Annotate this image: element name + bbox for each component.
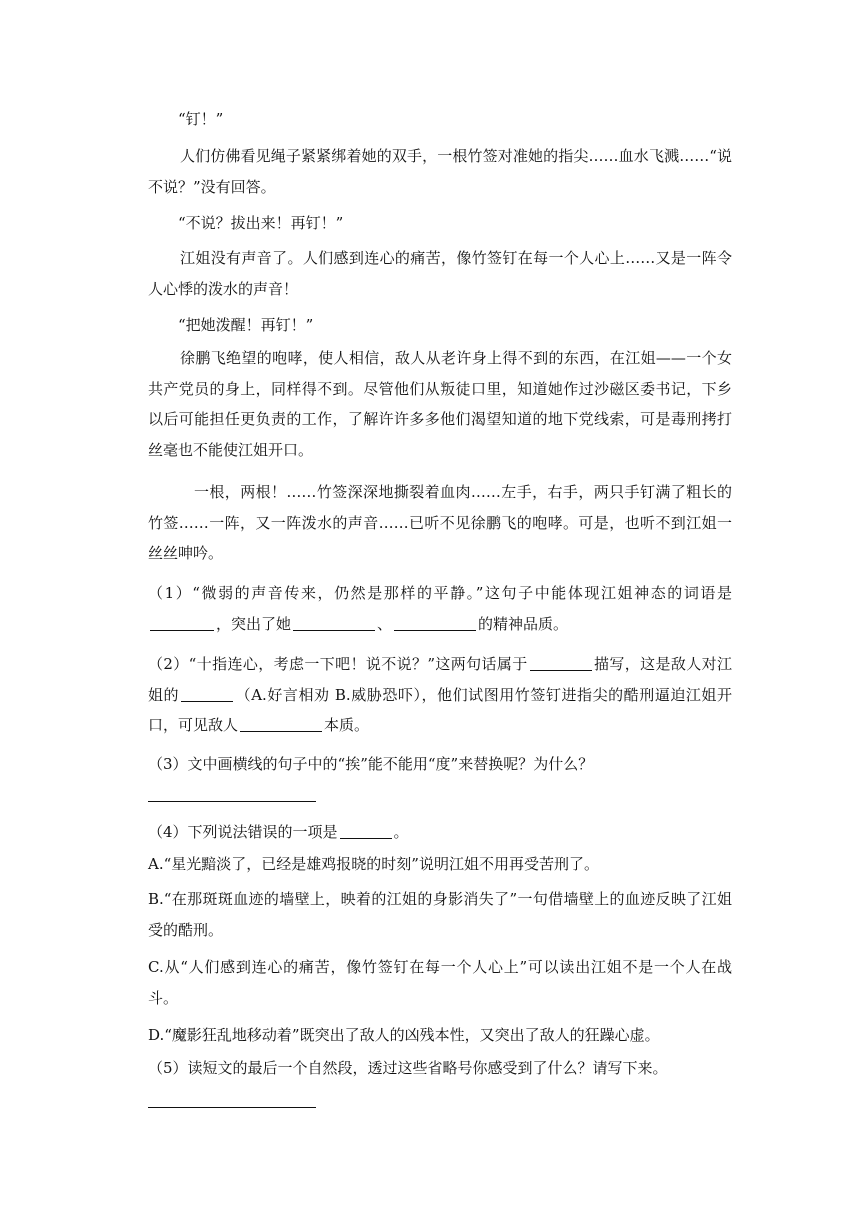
passage-paragraph-4: 江姐没有声音了。人们感到连心的痛苦，像竹签钉在每一个人心上……又是一阵令人心悸的泼水的声音！ — [148, 249, 732, 298]
passage-paragraph-5: “把她泼醒！再钉！” — [178, 316, 314, 334]
question-2-text-c: （A.好言相劝 B.威胁恐吓），他们试图用竹签钉进指尖的酷刑逼迫江姐开口，可见敌人 — [148, 685, 732, 734]
answer-blank[interactable] — [150, 614, 214, 631]
question-1-text-d: 的精神品质。 — [478, 614, 569, 633]
passage-paragraph-1: “钉！” — [178, 110, 224, 128]
question-4-text-b: 。 — [393, 823, 409, 841]
passage-paragraph-6: 徐鹏飞绝望的咆哮，使人相信，敌人从老许身上得不到的东西，在江姐——一个女共产党员的身上，同样得不到。尽管他们从叛徒口里，知道她作过沙磁区委书记，下乡以后可能担任更负责的工作，了解许许多多他们渴望知道的地下党线索，可是毒刑拷打丝毫也不能使江姐开口。 — [148, 349, 732, 459]
question-1-text-c: 、 — [377, 614, 393, 633]
answer-blank[interactable] — [340, 822, 392, 839]
answer-blank[interactable] — [530, 654, 592, 671]
question-4-stem — [148, 817, 732, 848]
answer-blank[interactable] — [394, 614, 476, 631]
answer-blank[interactable] — [240, 715, 322, 732]
question-5: （5）读短文的最后一个自然段，透过这些省略号你感受到了什么？请写下来。 — [148, 1059, 668, 1077]
question-1 — [148, 578, 732, 639]
answer-blank[interactable] — [181, 685, 233, 702]
passage-paragraph-7: 一根，两根！……竹签深深地撕裂着血肉……左手，右手，两只手钉满了粗长的竹签……一阵，又一阵泼水的声音……已听不见徐鹏飞的咆哮。可是，也听不到江姐一丝丝呻吟。 — [148, 483, 732, 562]
option-d: D.“魔影狂乱地移动着”既突出了敌人的凶残本性，又突出了敌人的狂躁心虚。 — [148, 1026, 660, 1044]
question-2-text-b: 描写，这是敌人对江姐的 — [148, 655, 732, 704]
option-b: B.“在那斑斑血迹的墙壁上，映着的江姐的身影消失了”一句借墙壁上的血迹反映了江姐受的酷刑。 — [148, 890, 732, 939]
passage-paragraph-2: 人们仿佛看见绳子紧紧绑着她的双手，一根竹签对准她的指尖……血水飞溅……“说不说？”没有回答。 — [148, 147, 732, 196]
question-2-text-d: 本质。 — [324, 716, 370, 734]
question-3: （3）文中画横线的句子中的“挨”能不能用“度”来替换呢？为什么？ — [148, 755, 594, 773]
answer-blank[interactable] — [293, 614, 375, 631]
question-2 — [148, 649, 732, 741]
question-4-text-a: （4）下列说法错误的一项是 — [148, 823, 338, 841]
question-1-text-b: ，突出了她 — [216, 614, 292, 633]
passage-paragraph-3: “不说？拔出来！再钉！” — [178, 214, 344, 232]
answer-line[interactable] — [148, 801, 316, 802]
option-c: C.从“人们感到连心的痛苦，像竹签钉在每一个人心上”可以读出江姐不是一个人在战斗。 — [148, 958, 732, 1007]
question-1-text-a: （1）“微弱的声音传来，仍然是那样的平静。”这句子中能体现江姐神态的词语是 — [148, 584, 732, 602]
question-2-text-a: （2）“十指连心，考虑一下吧！说不说？”这两句话属于 — [148, 655, 528, 673]
answer-line[interactable] — [148, 1107, 316, 1108]
option-a: A.“星光黯淡了，已经是雄鸡报晓的时刻”说明江姐不用再受苦刑了。 — [148, 855, 599, 873]
